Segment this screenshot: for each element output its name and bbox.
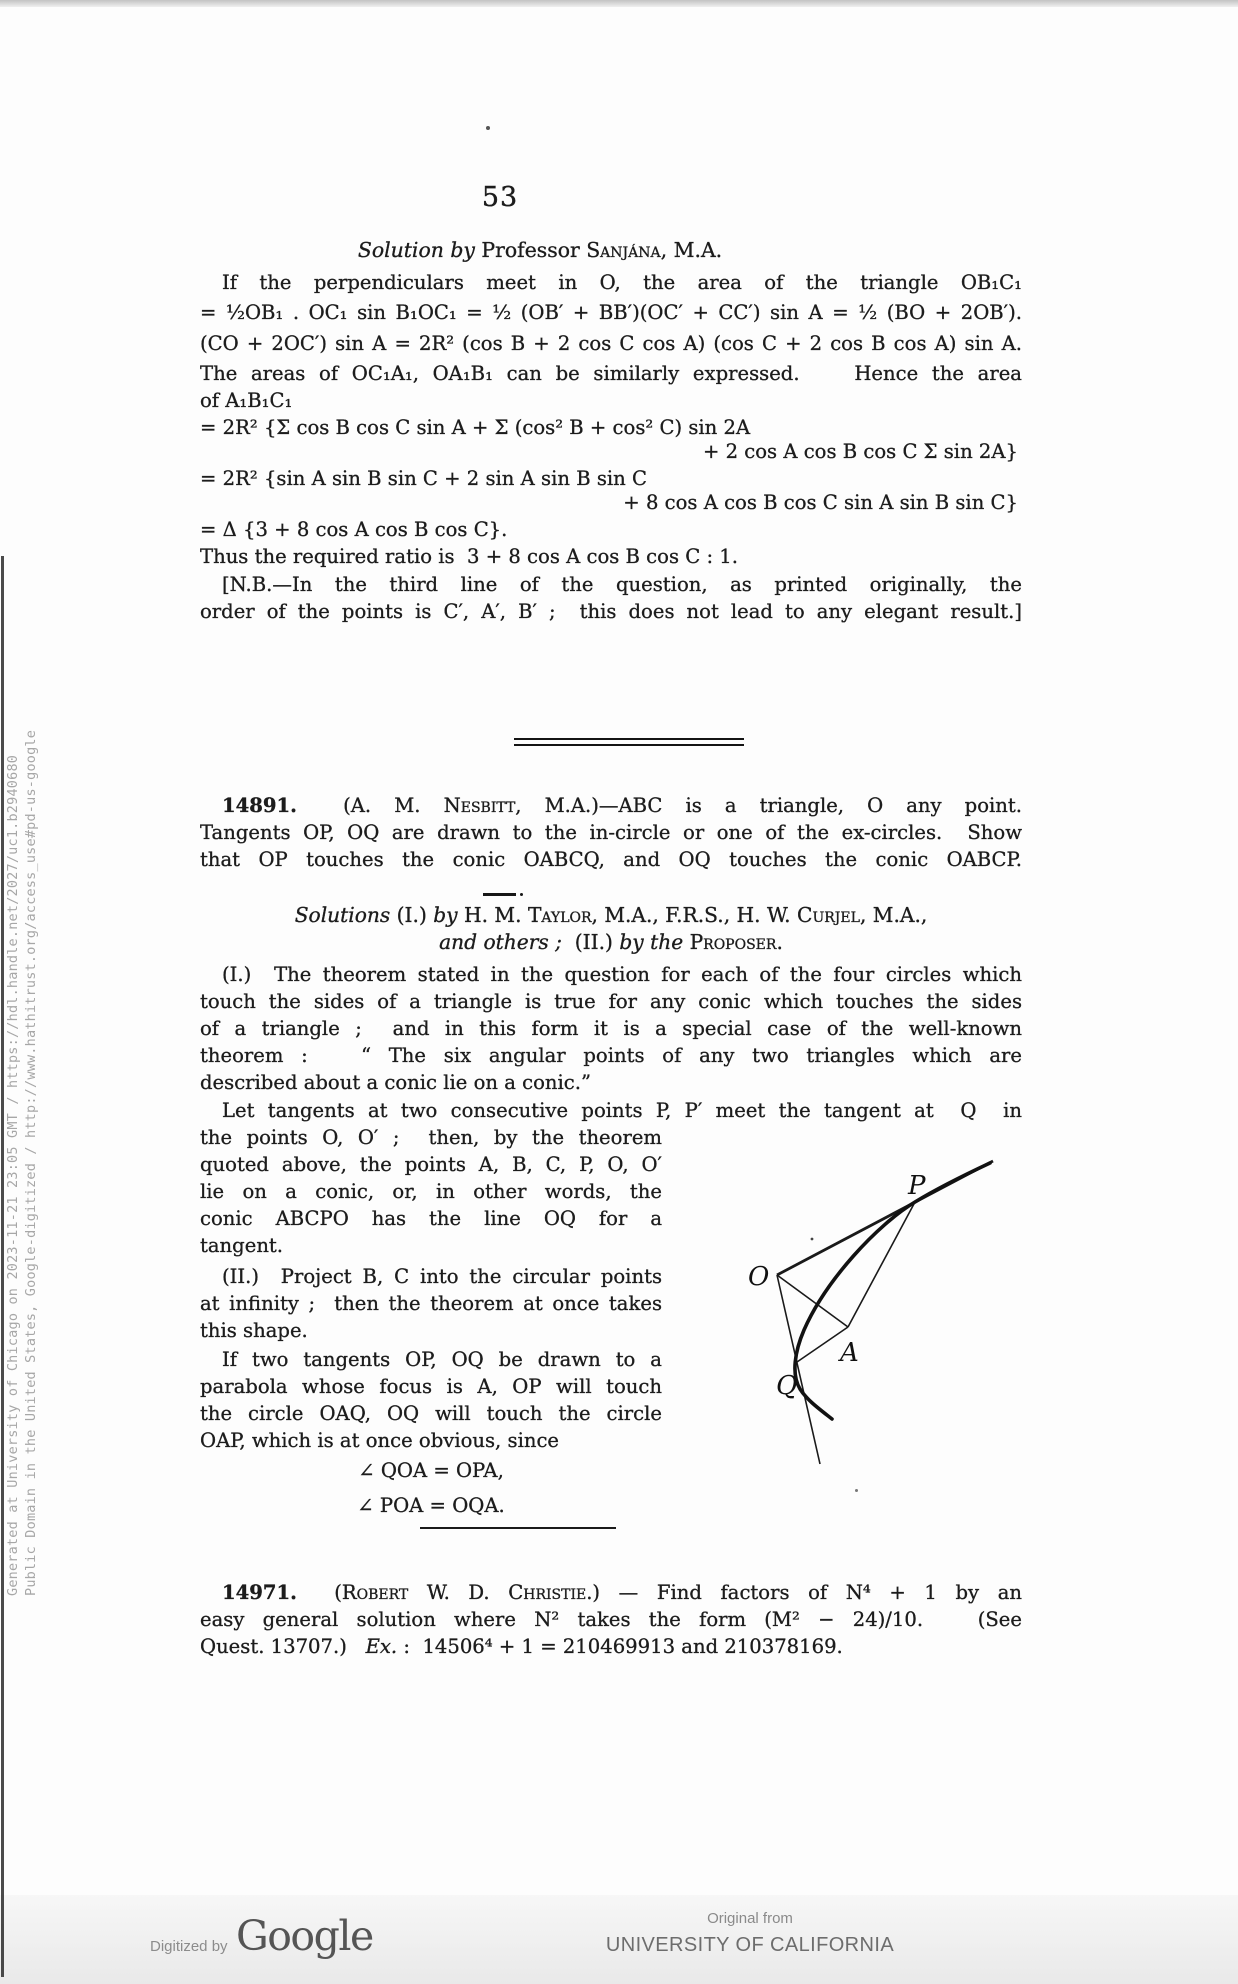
figure-label-O: O — [748, 1262, 770, 1292]
solutions-word: Solutions — [294, 903, 397, 927]
solution-paragraph-line: If the perpendiculars meet in O, the area of the triangle OB₁C₁ — [222, 271, 1022, 294]
question-number: 14891. — [222, 794, 297, 817]
page-number: 53 — [481, 182, 519, 213]
separator-dash — [483, 884, 531, 890]
solver-name: Taylor — [527, 903, 592, 927]
tangent-line-OQ — [777, 1275, 820, 1464]
equation-line: = 2R² {sin A sin B sin C + 2 sin A sin B sin C — [200, 467, 647, 490]
period: . — [776, 930, 783, 954]
solution-I-line: touch the sides of a triangle is true for any conic which touches the sides — [200, 990, 1022, 1013]
solution-I-line: described about a conic lie on a conic.” — [200, 1071, 592, 1094]
heading-author-name: Sanjána — [586, 238, 661, 262]
example-abbrev: Ex. — [365, 1635, 398, 1658]
question-14971-line — [200, 1633, 1022, 1660]
question-text: (A. M. — [297, 794, 444, 817]
wrap-line: quoted above, the points A, B, C, P, O, O′ — [200, 1153, 662, 1176]
solution-result-line: Thus the required ratio is 3 + 8 cos A cos B cos C : 1. — [200, 545, 738, 568]
parabola-paragraph-line: If two tangents OP, OQ be drawn to a — [222, 1348, 662, 1371]
solution-II-line: (II.) Project B, C into the circular points — [222, 1265, 662, 1288]
figure-parabola-tangents — [740, 1142, 1085, 1477]
dash-dot — [520, 893, 523, 896]
solutions-by-the: by the — [619, 930, 690, 954]
question-14891-line: Tangents OP, OQ are drawn to the in-circle or one of the ex-circles. Show — [200, 821, 1022, 844]
and-others: and others ; — [439, 930, 575, 954]
scan-top-band — [0, 0, 1238, 7]
heading-suffix: , M.A. — [660, 238, 723, 262]
equation-line: = 2R² {Σ cos B cos C sin A + Σ (cos² B + cos² C) sin 2A — [200, 416, 751, 439]
question-text: ( — [297, 1581, 342, 1604]
dash-line — [483, 893, 516, 896]
question-text: .) — Find factors of N⁴ + 1 by an — [586, 1581, 1023, 1604]
tangents-paragraph-lead: Let tangents at two consecutive points P, P′ meet the tangent at Q in — [222, 1099, 1022, 1122]
question-author: Robert W. D. Christie — [341, 1581, 587, 1604]
equation-line: = Δ {3 + 8 cos A cos B cos C}. — [200, 518, 508, 541]
solver-degrees: , M.A., — [859, 903, 928, 927]
scan-metadata-line: Public Domain in the United States, Google-digitized / http://www.hathitrust.org/access_use#pd-us-google — [22, 729, 39, 1596]
parabola-paragraph-line: the circle OAQ, OQ will touch the circle — [200, 1402, 662, 1425]
solution-note-line: [N.B.—In the third line of the question, as printed originally, the — [222, 573, 1022, 596]
parabola-curve — [795, 1163, 990, 1419]
question-14971-line — [200, 1579, 1022, 1606]
wrap-line: tangent. — [200, 1234, 284, 1257]
solutions-by: by — [433, 903, 464, 927]
wrap-line: conic ABCPO has the line OQ for a — [200, 1207, 662, 1230]
solution-II-line: at infinity ; then the theorem at once takes — [200, 1292, 662, 1315]
scan-metadata — [5, 730, 40, 1596]
parabola-paragraph-line: OAP, which is at once obvious, since — [200, 1429, 560, 1452]
solution-II-line: this shape. — [200, 1319, 308, 1342]
scan-metadata-line: Generated at University of Chicago on 2023-11-21 23:05 GMT / https://hdl.handle.net/2027/uc1.b2940680 — [5, 754, 21, 1596]
figure-label-A: A — [840, 1338, 859, 1368]
digitized-by-label: Digitized by — [150, 1938, 228, 1955]
separator-single-rule — [420, 1527, 616, 1529]
solution-I-line: (I.) The theorem stated in the question for each of the four circles which — [222, 963, 1022, 986]
solver-name: Curjel — [797, 903, 860, 927]
solution-I-line: theorem : “ The six angular points of any two triangles which are — [200, 1044, 1022, 1067]
proposer-name: Proposer — [689, 930, 777, 954]
solution-I-line: of a triangle ; and in this form it is a special case of the well-known — [200, 1017, 1022, 1040]
question-text: Quest. 13707.) — [200, 1635, 366, 1658]
original-from-label: Original from — [707, 1910, 793, 1927]
university-label: UNIVERSITY OF CALIFORNIA — [605, 1934, 895, 1956]
figure-label-Q: Q — [776, 1371, 798, 1401]
wrap-line: lie on a conic, or, in other words, the — [200, 1180, 662, 1203]
solution-heading — [200, 237, 880, 264]
scan-speck — [486, 126, 490, 130]
parabola-paragraph-line: parabola whose focus is A, OP will touch — [200, 1375, 662, 1398]
question-author: Nesbitt — [443, 794, 516, 817]
solutions-roman-2: (II.) — [574, 930, 620, 954]
solution-paragraph-line: of A₁B₁C₁ — [200, 389, 293, 412]
angle-equation: ∠ QOA = OPA, — [358, 1459, 504, 1482]
heading-solution-by: Solution by — [357, 238, 482, 262]
equation-line-continuation: + 2 cos A cos B cos C Σ sin 2A} — [702, 440, 1018, 463]
equation-line: (CO + 2OC′) sin A = 2R² (cos B + 2 cos C cos A) (cos C + 2 cos B cos A) sin A. — [200, 332, 1022, 355]
google-logo: Google — [236, 1912, 373, 1960]
solutions-roman-1: (I.) — [396, 903, 434, 927]
question-14971-line: easy general solution where N² takes the form (M² − 24)/10. (See — [200, 1608, 1022, 1631]
question-14891-line: that OP touches the conic OABCQ, and OQ touches the conic OABCP. — [200, 848, 1022, 871]
equation-line-continuation: + 8 cos A cos B cos C sin A sin B sin C} — [623, 491, 1018, 514]
solution-note-line: order of the points is C′, A′, B′ ; this does not lead to any elegant result.] — [200, 600, 1022, 623]
solver-initials: H. M. — [463, 903, 528, 927]
question-text: , M.A.)—ABC is a triangle, O any point. — [515, 794, 1022, 817]
question-number: 14971. — [222, 1581, 297, 1604]
scan-gutter-line — [1, 556, 4, 1977]
figure-label-P: P — [908, 1171, 926, 1201]
scan-speck — [811, 1238, 814, 1241]
equation-line: = ½OB₁ . OC₁ sin B₁OC₁ = ½ (OB′ + BB′)(OC′ + CC′) sin A = ½ (BO + 2OB′). — [200, 301, 1022, 324]
solutions-heading-line — [200, 929, 1022, 956]
question-14891-line — [200, 792, 1022, 819]
heading-professor: Professor — [481, 238, 587, 262]
angle-equation: ∠ POA = OQA. — [357, 1494, 505, 1517]
solution-paragraph-line: The areas of OC₁A₁, OA₁B₁ can be similarly expressed. Hence the area — [200, 362, 1022, 385]
wrap-line: the points O, O′ ; then, by the theorem — [200, 1126, 662, 1149]
separator-double-rule — [514, 738, 744, 746]
solutions-heading-line — [200, 902, 1022, 929]
question-text: : 14506⁴ + 1 = 210469913 and 210378169. — [397, 1635, 843, 1658]
scan-speck — [855, 1489, 858, 1492]
solver-degrees: , M.A., F.R.S., H. W. — [591, 903, 798, 927]
